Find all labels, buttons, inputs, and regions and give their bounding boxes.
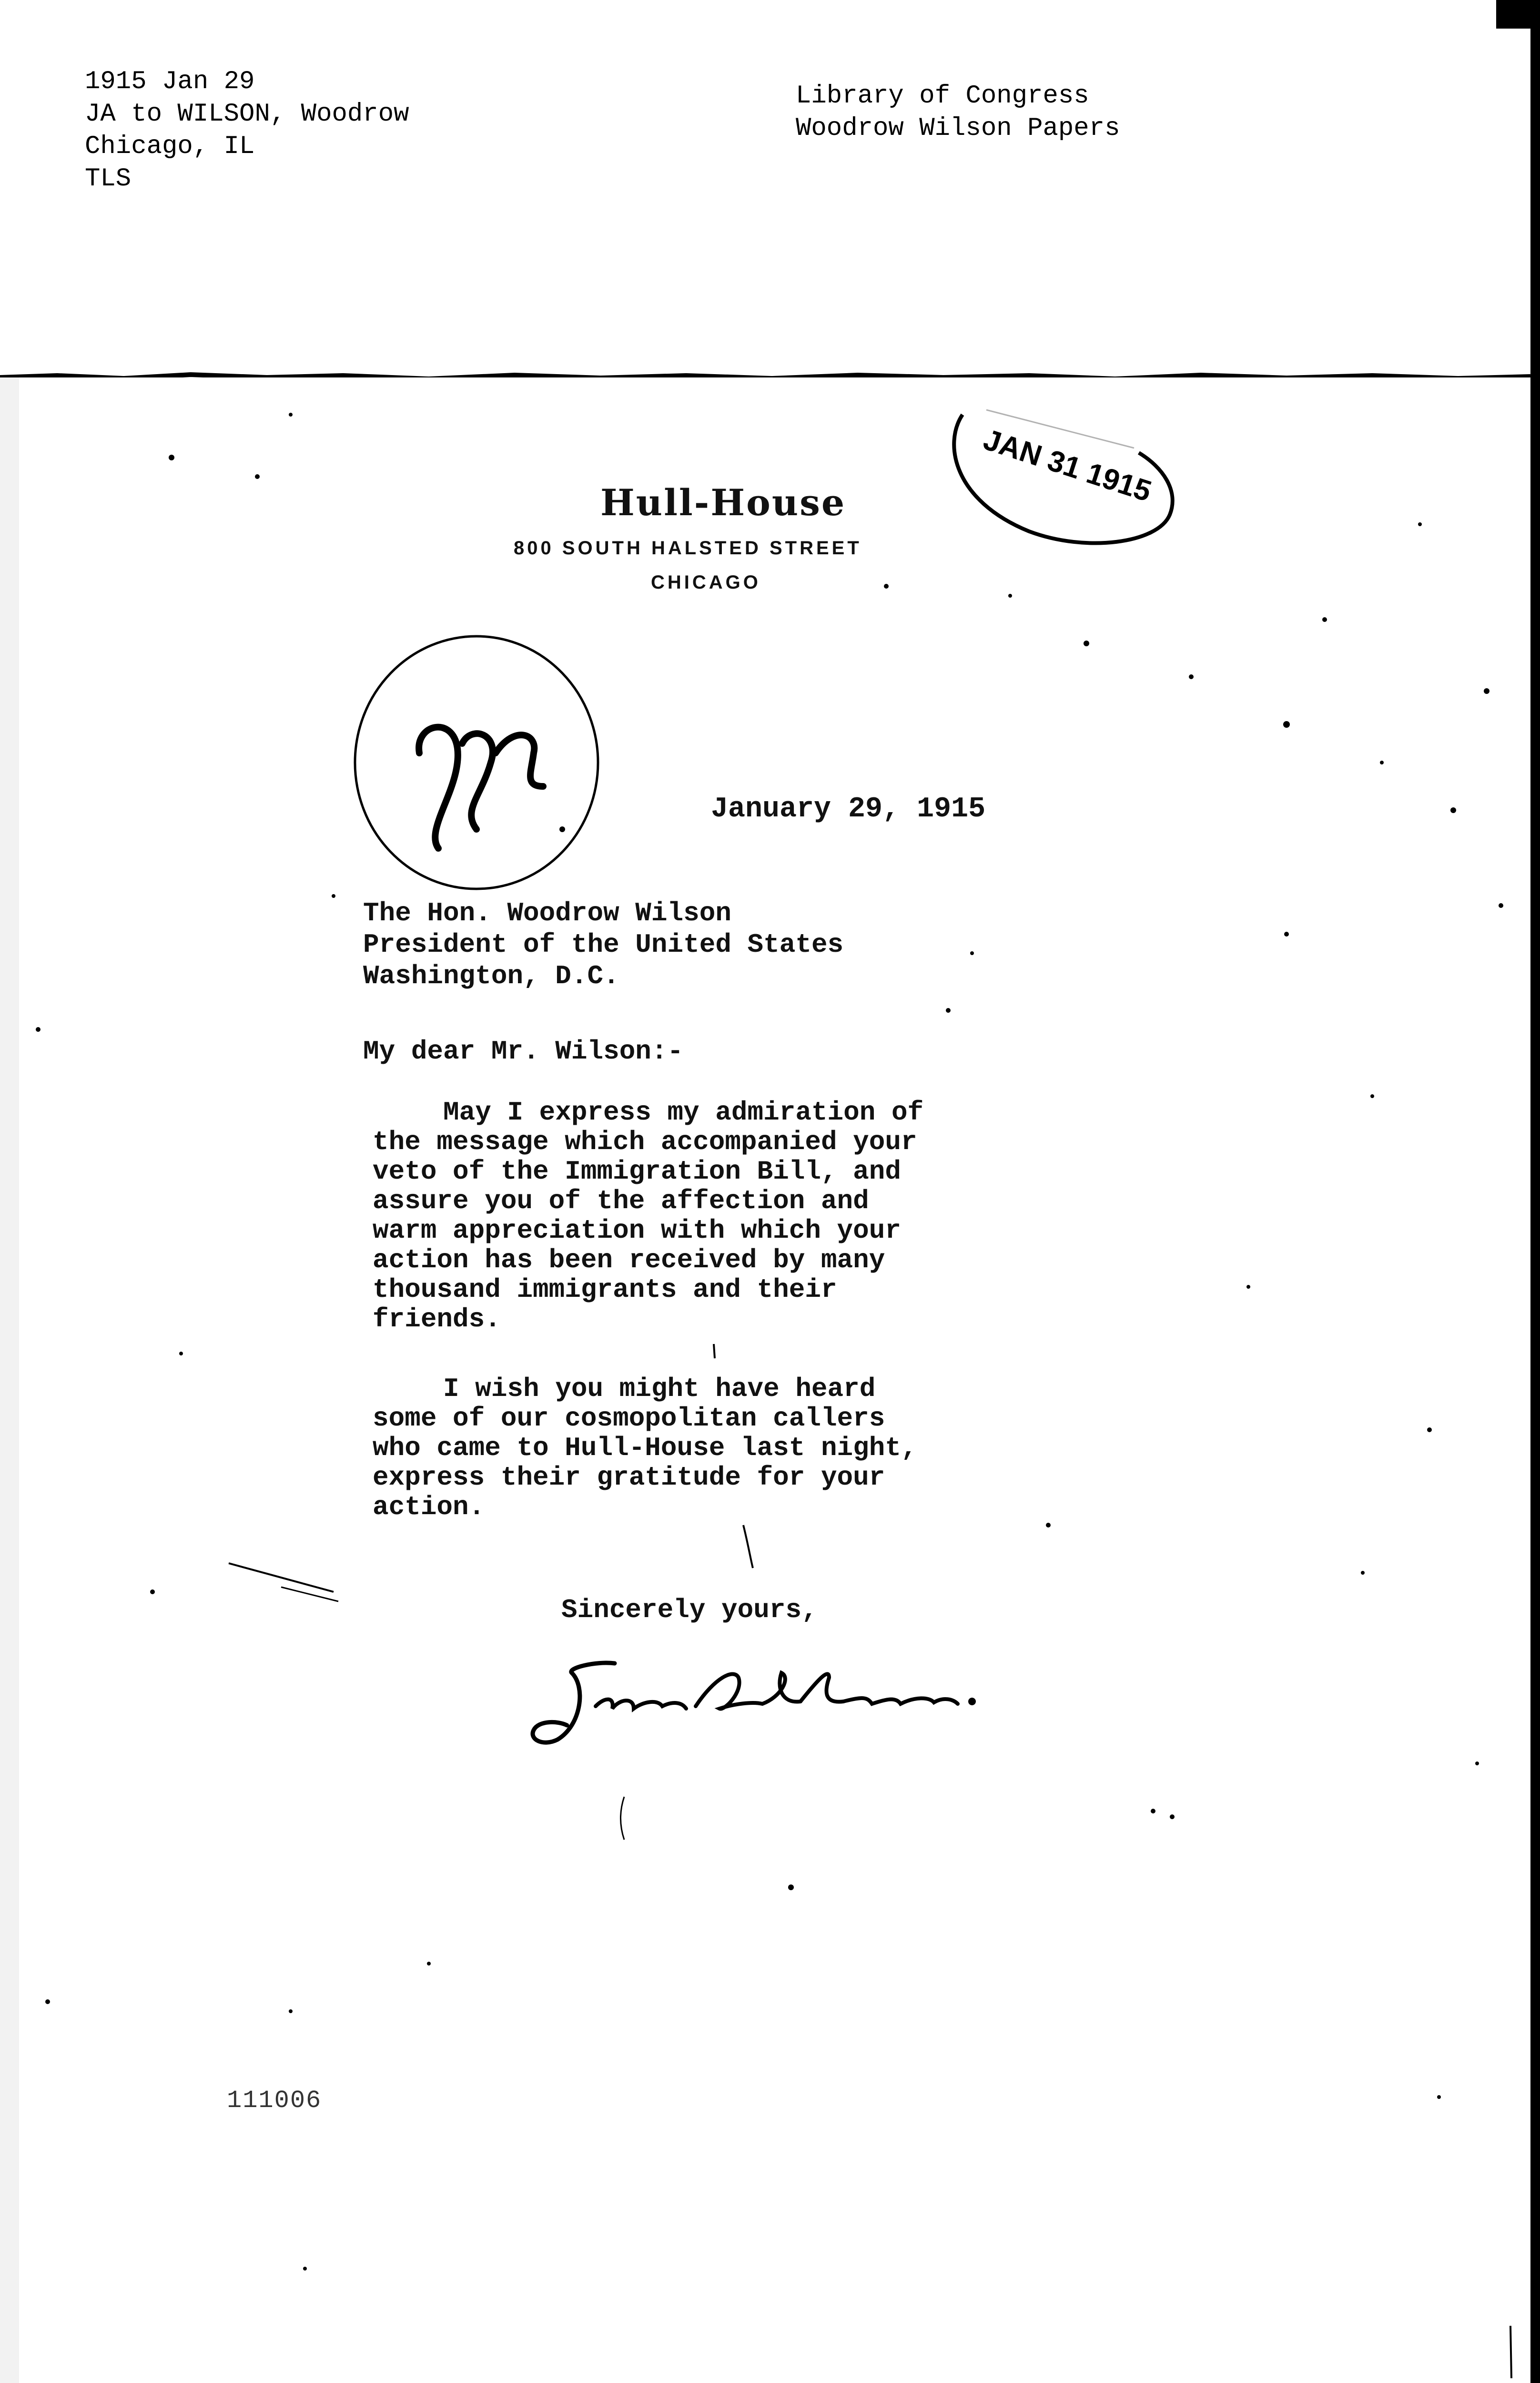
paragraph-line: May I express my admiration of [443, 1097, 924, 1128]
paragraph-line: assure you of the affection and [373, 1186, 869, 1216]
catalog-correspondents: JA to WILSON, Woodrow [85, 100, 409, 129]
paragraph-line: who came to Hull-House last night, [373, 1433, 917, 1463]
closing: Sincerely yours, [561, 1595, 818, 1625]
recipient-name: The Hon. Woodrow Wilson [363, 898, 731, 928]
paragraph-line: express their gratitude for your [373, 1462, 885, 1493]
paragraph-line: I wish you might have heard [443, 1374, 876, 1404]
document-number: 111006 [227, 2087, 322, 2115]
paragraph-line: friends. [373, 1304, 501, 1334]
stamp-text: JAN 31 1915 [979, 423, 1155, 509]
paragraph-line: thousand immigrants and their [373, 1274, 837, 1305]
catalog-library: Library of Congress [796, 81, 1089, 111]
salutation: My dear Mr. Wilson:- [363, 1036, 684, 1067]
paragraph-line: action has been received by many [373, 1245, 885, 1275]
recipient-address: Washington, D.C. [363, 961, 619, 991]
catalog-place: Chicago, IL [85, 132, 255, 161]
paragraph-line: the message which accompanied your [373, 1127, 917, 1157]
paragraph-line: some of our cosmopolitan callers [373, 1403, 885, 1434]
catalog-date: 1915 Jan 29 [85, 67, 255, 96]
catalog-collection: Woodrow Wilson Papers [796, 114, 1120, 143]
paragraph-line: warm appreciation with which your [373, 1215, 901, 1246]
paragraph-line: veto of the Immigration Bill, and [373, 1156, 901, 1187]
letterhead-street: 800 SOUTH HALSTED STREET [514, 538, 862, 559]
paragraph-line: action. [373, 1492, 485, 1522]
letterhead-name: Hull-House [600, 481, 846, 524]
recipient-title: President of the United States [363, 929, 844, 960]
letterhead-city: CHICAGO [651, 572, 761, 593]
catalog-type: TLS [85, 164, 132, 193]
letter-date: January 29, 1915 [711, 793, 986, 825]
